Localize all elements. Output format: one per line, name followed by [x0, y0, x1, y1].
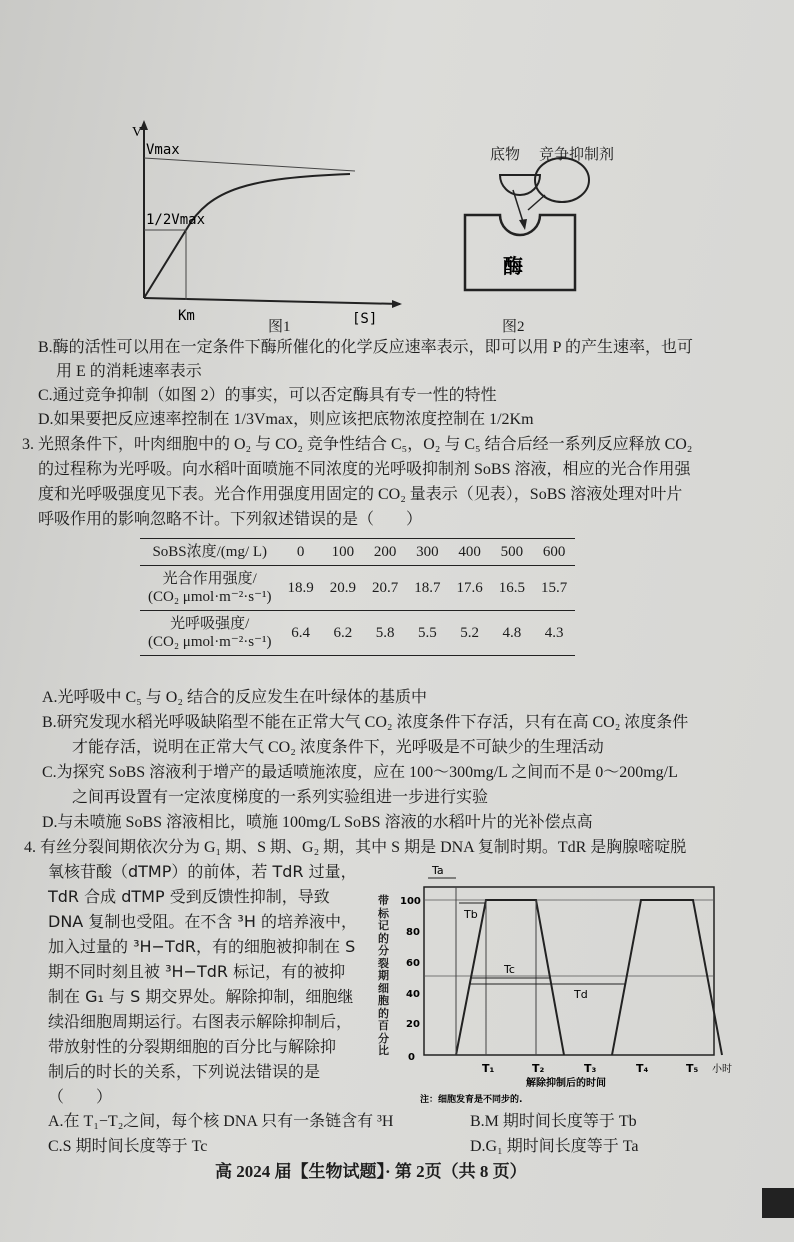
q2-option-b-line1: B.酶的活性可以用在一定条件下酶所催化的化学反应速率表示，即可以用 P 的产生速率，也可 [38, 339, 693, 356]
y-axis-label: 带标记的分裂期细胞的百分比 [378, 894, 389, 1057]
q3-option-d: D.与未喷施 SoBS 溶液相比，喷施 100mg/L SoBS 溶液的水稻叶片的光补偿点高 [42, 814, 593, 831]
fig1-km-label: Km [178, 308, 195, 324]
q4-stem-line: 制后的时长的关系，下列说法错误的是 [48, 1062, 321, 1081]
y-tick: 0 [408, 1052, 415, 1063]
x-tick: T₂ [532, 1062, 545, 1075]
cell: 300 [416, 544, 439, 560]
q4-option-c: C.S 期时间长度等于 Tc [48, 1138, 208, 1155]
cell: 20.9 [329, 580, 357, 596]
cell: 0 [296, 544, 305, 560]
cell: 600 [542, 544, 566, 560]
q4-stem-line: 制在 G₁ 与 S 期交界处。解除抑制，细胞继 [48, 987, 354, 1006]
chart-note: 注：细胞发育是不同步的. [420, 1095, 523, 1105]
q3-stem-line2: 的过程称为光呼吸。向水稻叶面喷施不同浓度的光呼吸抑制剂 SoBS 溶液，相应的光合作用强 [38, 461, 691, 478]
fig1-caption: 图1 [268, 319, 291, 335]
y-tick: 100 [400, 896, 421, 907]
span-tc: Tc [504, 963, 515, 976]
y-tick: 80 [406, 927, 420, 938]
x-tick: T₃ [584, 1062, 597, 1075]
fig1-half-vmax-label: 1/2Vmax [146, 212, 206, 228]
q4-labeled-mitosis-chart [392, 862, 742, 1106]
cell: 500 [500, 544, 524, 560]
fig1-vmax-label: Vmax [146, 142, 180, 158]
q3-option-c-line2: 之间再设置有一定浓度梯度的一系列实验组进一步进行实验 [72, 789, 489, 806]
cell: 5.8 [375, 625, 395, 641]
q4-option-a: A.在 T₁−T₂之间，每个核 DNA 只有一条链含有 ³H [48, 1113, 394, 1130]
cell: 5.5 [418, 625, 437, 641]
cell: 18.9 [287, 580, 314, 596]
q4-stem-line: TdR 合成 dTMP 受到反馈性抑制，导致 [48, 887, 330, 906]
fig2-enzyme-label: 酶 [503, 256, 523, 278]
x-axis-label: 解除抑制后的时间 [526, 1078, 606, 1089]
cell: 4.8 [502, 625, 522, 641]
label: 光合作用强度/ [162, 571, 257, 587]
q4-stem-line: 加入过量的 ³H−TdR，有的细胞被抑制在 S [48, 937, 356, 956]
row-label-photosynthesis [140, 566, 280, 611]
fig1-y-label: V [132, 125, 143, 140]
q4-stem-line: 氧核苷酸（dTMP）的前体，若 TdR 过量， [48, 862, 357, 881]
q3-stem-line4: 呼吸作用的影响忽略不计。下列叙述错误的是（ ） [38, 511, 423, 528]
q3-stem-line3: 度和光呼吸强度见下表。光合作用强度用固定的 CO₂ 量表示（见表），SoBS 溶液处理对叶片 [38, 486, 683, 503]
span-tb: Tb [464, 908, 478, 921]
header-concentration: SoBS浓度/(mg/ L) [152, 544, 268, 560]
fig2-caption: 图2 [502, 319, 525, 335]
q4-stem-line0: 4. 有丝分裂间期依次分为 G₁ 期、S 期、G₂ 期，其中 S 期是 DNA 复制时期。TdR 是胸腺嘧啶脱 [24, 839, 687, 856]
cell: 17.6 [456, 580, 483, 596]
q3-option-c-line1: C.为探究 SoBS 溶液利于增产的最适喷施浓度，应在 100～300mg/L 之间而不是 0～200mg/L [42, 764, 678, 781]
y-tick: 60 [406, 958, 420, 969]
q3-option-b-line2: 才能存活，说明在正常大气 CO₂ 浓度条件下，光呼吸是不可缺少的生理活动 [72, 739, 604, 756]
cell: 5.2 [460, 625, 480, 641]
cell: 16.5 [498, 580, 526, 596]
page-edge-marker [762, 1188, 794, 1218]
span-ta: Ta [432, 864, 444, 877]
cell: 200 [373, 544, 397, 560]
fig1-x-label: [S] [352, 311, 378, 327]
q2-option-b-line2: 用 E 的消耗速率表示 [56, 363, 202, 380]
q2-option-d: D.如果要把反应速率控制在 1/3Vmax，则应该把底物浓度控制在 1/2Km [38, 411, 534, 428]
page-footer: 高 2024 届【生物试题】· 第 2页（共 8 页） [215, 1162, 527, 1181]
cell: 18.7 [414, 580, 441, 596]
q4-stem-line: 带放射性的分裂期细胞的百分比与解除抑 [48, 1037, 337, 1056]
q2-option-c: C.通过竞争抑制（如图 2）的事实，可以否定酶具有专一性的特性 [38, 387, 497, 404]
q4-stem-line: 续沿细胞周期运行。右图表示解除抑制后， [48, 1012, 353, 1031]
x-tick: T₅ [686, 1062, 699, 1075]
q4-option-d: D.G₁ 期时间长度等于 Ta [470, 1138, 639, 1155]
y-tick: 40 [406, 989, 420, 1000]
table-row [140, 611, 575, 656]
fig2-inhibitor-label: 竞争抑制剂 [539, 147, 615, 163]
table-header-row [140, 539, 575, 566]
figure-2-competitive-inhibition [455, 140, 635, 300]
label: 光呼吸强度/ [170, 616, 250, 632]
fig2-substrate-label: 底物 [490, 147, 521, 163]
sobs-data-table [140, 538, 575, 656]
q3-stem-line1: 3. 光照条件下，叶肉细胞中的 O₂ 与 CO₂ 竞争性结合 C₅，O₂ 与 C₅ 结合后经一系列反应释放 CO₂ [22, 436, 693, 453]
unit: (CO₂ μmol·m⁻²·s⁻¹) [148, 634, 272, 650]
cell: 100 [331, 544, 355, 560]
row-label-photorespiration [140, 611, 280, 656]
q4-stem-line: DNA 复制也受阻。在不含 ³H 的培养液中， [48, 912, 357, 931]
q4-stem-line: 期不同时刻且被 ³H−TdR 标记，有的被抑 [48, 962, 346, 981]
q3-option-b-line1: B.研究发现水稻光呼吸缺陷型不能在正常大气 CO₂ 浓度条件下存活，只有在高 CO₂ 浓度条件 [42, 714, 689, 731]
cell: 20.7 [372, 580, 399, 596]
cell: 6.2 [333, 625, 353, 641]
table-row [140, 566, 575, 611]
x-tick: T₁ [482, 1062, 495, 1075]
cell: 6.4 [291, 625, 311, 641]
q4-option-b: B.M 期时间长度等于 Tb [470, 1113, 637, 1130]
unit: (CO₂ μmol·m⁻²·s⁻¹) [148, 589, 272, 605]
x-tick: T₄ [636, 1062, 649, 1075]
y-tick: 20 [406, 1019, 420, 1030]
x-unit: 小时 [712, 1064, 732, 1075]
figure-1-michaelis-menten [130, 118, 410, 328]
cell: 400 [458, 544, 481, 560]
cell: 4.3 [544, 625, 564, 641]
cell: 15.7 [541, 580, 568, 596]
q3-option-a: A.光呼吸中 C₅ 与 O₂ 结合的反应发生在叶绿体的基质中 [42, 689, 427, 706]
span-td: Td [574, 988, 588, 1001]
q4-stem-line: （ ） [48, 1087, 113, 1106]
